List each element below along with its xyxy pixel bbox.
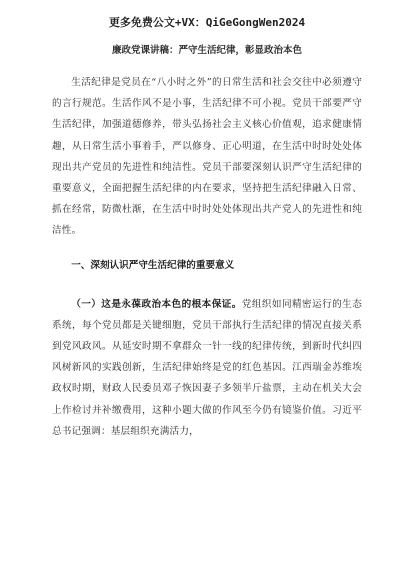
page-header: 更多免费公文+VX：QiGeGongWen2024 — [108, 16, 306, 29]
point-one-lead: （一）这是永葆政治本色的根本保证。 — [71, 298, 242, 310]
document-subtitle: 廉政党课讲稿：严守生活纪律，彰显政治本色 — [111, 45, 302, 56]
intro-paragraph: 生活纪律是党员在“八小时之外”的日常生活和社会交往中必须遵守的言行规范。生活作风不是小事，生活纪律不可小视。党员干部要严守生活纪律，加强道德修养，带头弘扬社会主义核心价值观，追求健康情趣，从日常生活小事着手，严以修身、正心明道，在生活中时时处处体现出共产党员的先进性和纯洁性。党员干部要深刻认识严守生活纪律的重要意义，全面把握生活纪律的内在要求，坚持把生活纪律融入日常、抓在经常，防微杜渐，在生活中时时处处体现出共产党人的先进性和纯洁性。 — [52, 77, 362, 237]
point-one-paragraph — [52, 294, 362, 442]
point-one-body: 党组织如同精密运行的生态系统，每个党员都是关键细胞，党员干部执行生活纪律的情况直接关系到党风政风。从延安时期不拿群众一针一线的纪律传统，到新时代纠四风树新风的实践创新，生活纪律始终是党的红色基因。江西瑞金苏维埃政权时期，财政人民委员邓子恢因妻子多领半斤盐票，主动在机关大会上作检讨并补缴费用，这种小题大做的作风至今仍有镜鉴价值。习近平总书记强调：基层组织充满活力， — [52, 298, 363, 437]
section-one-heading: 一、深刻认识严守生活纪律的重要意义 — [71, 259, 235, 271]
